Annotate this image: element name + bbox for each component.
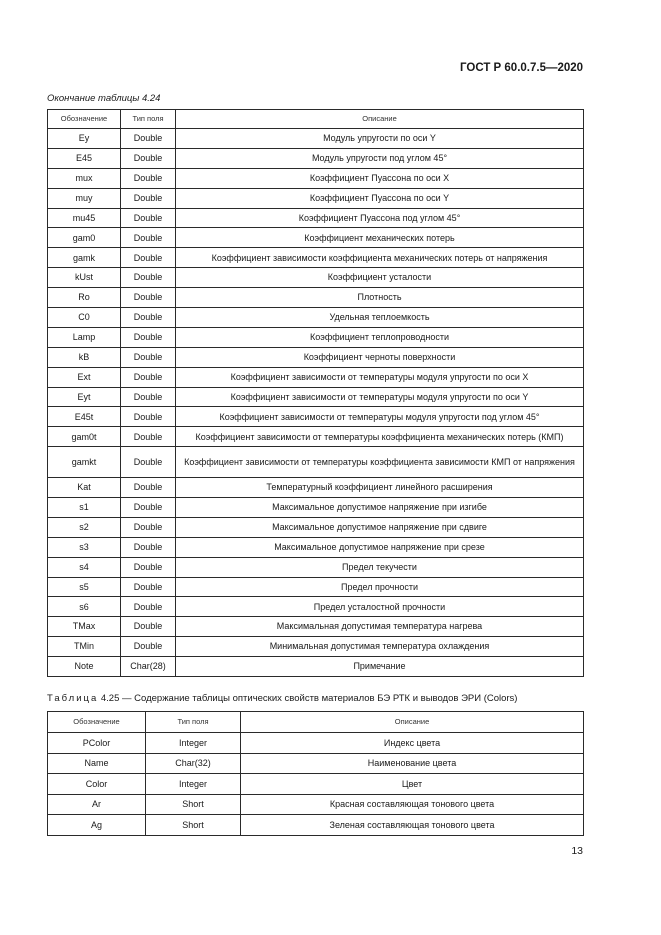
standard-code: ГОСТ Р 60.0.7.5—2020 [460, 62, 584, 74]
table-row [48, 168, 584, 188]
cell-designation: gam0 [48, 228, 121, 248]
cell-designation: Kat [48, 478, 121, 498]
cell-designation: E45t [48, 407, 121, 427]
cell-field-type: Double [121, 268, 176, 288]
cell-designation: E45 [48, 148, 121, 168]
cell-description: Температурный коэффициент линейного расширения [176, 478, 584, 498]
table-row [48, 597, 584, 617]
cell-designation: s4 [48, 557, 121, 577]
cell-description: Наименование цвета [241, 753, 584, 774]
cell-designation: Ro [48, 288, 121, 308]
table-row [48, 129, 584, 149]
cell-field-type: Double [121, 617, 176, 637]
cell-field-type: Double [121, 228, 176, 248]
cell-field-type: Double [121, 447, 176, 478]
cell-description: Максимальное допустимое напряжение при изгибе [176, 497, 584, 517]
cell-designation: mu45 [48, 208, 121, 228]
table-row [48, 188, 584, 208]
cell-designation: Eyt [48, 387, 121, 407]
cell-field-type: Double [121, 168, 176, 188]
cell-field-type: Double [121, 367, 176, 387]
cell-field-type: Double [121, 148, 176, 168]
table-row [48, 537, 584, 557]
cell-description: Примечание [176, 657, 584, 677]
table-row [48, 815, 584, 836]
column-header-description: Описание [241, 712, 584, 733]
table-row [48, 427, 584, 447]
table-row [48, 637, 584, 657]
cell-field-type: Double [121, 129, 176, 149]
cell-field-type: Short [146, 815, 241, 836]
cell-description: Коэффициент теплопроводности [176, 327, 584, 347]
cell-description: Максимальное допустимое напряжение при сдвиге [176, 517, 584, 537]
column-header-field-type: Тип поля [146, 712, 241, 733]
cell-description: Коэффициент зависимости коэффициента механических потерь от напряжения [176, 248, 584, 268]
cell-description: Модуль упругости по оси Y [176, 129, 584, 149]
cell-description: Коэффициент черноты поверхности [176, 347, 584, 367]
table-row [48, 308, 584, 328]
cell-field-type: Double [121, 557, 176, 577]
cell-designation: Ey [48, 129, 121, 149]
cell-designation: kUst [48, 268, 121, 288]
table-row [48, 774, 584, 795]
table-row [48, 248, 584, 268]
table-row [48, 327, 584, 347]
cell-designation: Name [48, 753, 146, 774]
cell-field-type: Double [121, 387, 176, 407]
table-row [48, 794, 584, 815]
cell-description: Предел усталостной прочности [176, 597, 584, 617]
cell-designation: gamk [48, 248, 121, 268]
cell-description: Красная составляющая тонового цвета [241, 794, 584, 815]
cell-designation: muy [48, 188, 121, 208]
table-row [48, 347, 584, 367]
table-caption-prefix: Таблица [47, 693, 99, 704]
cell-designation: s2 [48, 517, 121, 537]
optical-properties-table [47, 711, 584, 836]
cell-field-type: Double [121, 517, 176, 537]
cell-field-type: Integer [146, 733, 241, 754]
column-header-description: Описание [176, 110, 584, 129]
cell-field-type: Short [146, 794, 241, 815]
table-row [48, 367, 584, 387]
cell-designation: s6 [48, 597, 121, 617]
table-row [48, 228, 584, 248]
cell-designation: Note [48, 657, 121, 677]
table-header-row [48, 712, 584, 733]
cell-description: Плотность [176, 288, 584, 308]
cell-description: Предел текучести [176, 557, 584, 577]
cell-designation: Ext [48, 367, 121, 387]
table-header-row [48, 110, 584, 129]
cell-field-type: Double [121, 327, 176, 347]
cell-description: Коэффициент зависимости от температуры модуля упругости под углом 45° [176, 407, 584, 427]
table-row [48, 478, 584, 498]
table-row [48, 387, 584, 407]
cell-designation: s1 [48, 497, 121, 517]
cell-field-type: Double [121, 577, 176, 597]
cell-description: Зеленая составляющая тонового цвета [241, 815, 584, 836]
cell-field-type: Double [121, 208, 176, 228]
cell-description: Коэффициент Пуассона по оси Y [176, 188, 584, 208]
cell-description: Коэффициент зависимости от температуры модуля упругости по оси X [176, 367, 584, 387]
column-header-field-type: Тип поля [121, 110, 176, 129]
cell-description: Коэффициент Пуассона по оси X [176, 168, 584, 188]
cell-description: Коэффициент зависимости от температуры модуля упругости по оси Y [176, 387, 584, 407]
cell-description: Максимальное допустимое напряжение при срезе [176, 537, 584, 557]
table-caption [47, 693, 517, 704]
cell-description: Минимальная допустимая температура охлаждения [176, 637, 584, 657]
cell-description: Цвет [241, 774, 584, 795]
material-properties-table [47, 109, 584, 677]
cell-description: Модуль упругости под углом 45° [176, 148, 584, 168]
cell-field-type: Double [121, 478, 176, 498]
cell-designation: Ar [48, 794, 146, 815]
cell-description: Предел прочности [176, 577, 584, 597]
table-row [48, 577, 584, 597]
table-row [48, 208, 584, 228]
cell-description: Коэффициент Пуассона под углом 45° [176, 208, 584, 228]
table-row [48, 447, 584, 478]
cell-designation: PColor [48, 733, 146, 754]
cell-description: Удельная теплоемкость [176, 308, 584, 328]
cell-field-type: Char(32) [146, 753, 241, 774]
cell-field-type: Double [121, 347, 176, 367]
table-continuation-caption: Окончание таблицы 4.24 [47, 93, 161, 104]
cell-designation: s3 [48, 537, 121, 557]
table-row [48, 268, 584, 288]
cell-field-type: Integer [146, 774, 241, 795]
cell-field-type: Double [121, 188, 176, 208]
cell-description: Коэффициент усталости [176, 268, 584, 288]
page-number: 13 [571, 845, 583, 857]
cell-description: Коэффициент механических потерь [176, 228, 584, 248]
cell-designation: s5 [48, 577, 121, 597]
cell-designation: kB [48, 347, 121, 367]
cell-designation: gamkt [48, 447, 121, 478]
table-row [48, 557, 584, 577]
column-header-designation: Обозначение [48, 712, 146, 733]
cell-field-type: Char(28) [121, 657, 176, 677]
table-row [48, 617, 584, 637]
cell-field-type: Double [121, 427, 176, 447]
table-row [48, 753, 584, 774]
cell-designation: Lamp [48, 327, 121, 347]
cell-field-type: Double [121, 248, 176, 268]
cell-description: Коэффициент зависимости от температуры коэффициента механических потерь (КМП) [176, 427, 584, 447]
cell-field-type: Double [121, 597, 176, 617]
cell-field-type: Double [121, 407, 176, 427]
cell-field-type: Double [121, 537, 176, 557]
cell-field-type: Double [121, 637, 176, 657]
column-header-designation: Обозначение [48, 110, 121, 129]
cell-field-type: Double [121, 497, 176, 517]
cell-description: Коэффициент зависимости от температуры коэффициента зависимости КМП от напряжения [176, 447, 584, 478]
table-caption-title: 4.25 — Содержание таблицы оптических свойств материалов БЭ РТК и выводов ЭРИ (Colors) [98, 693, 518, 704]
table-row [48, 288, 584, 308]
cell-designation: Ag [48, 815, 146, 836]
cell-designation: C0 [48, 308, 121, 328]
table-row [48, 148, 584, 168]
table-row [48, 733, 584, 754]
cell-designation: TMin [48, 637, 121, 657]
table-row [48, 657, 584, 677]
cell-designation: TMax [48, 617, 121, 637]
table-row [48, 517, 584, 537]
cell-designation: gam0t [48, 427, 121, 447]
cell-description: Индекс цвета [241, 733, 584, 754]
cell-designation: mux [48, 168, 121, 188]
cell-field-type: Double [121, 308, 176, 328]
cell-description: Максимальная допустимая температура нагрева [176, 617, 584, 637]
cell-field-type: Double [121, 288, 176, 308]
table-row [48, 407, 584, 427]
cell-designation: Color [48, 774, 146, 795]
table-row [48, 497, 584, 517]
